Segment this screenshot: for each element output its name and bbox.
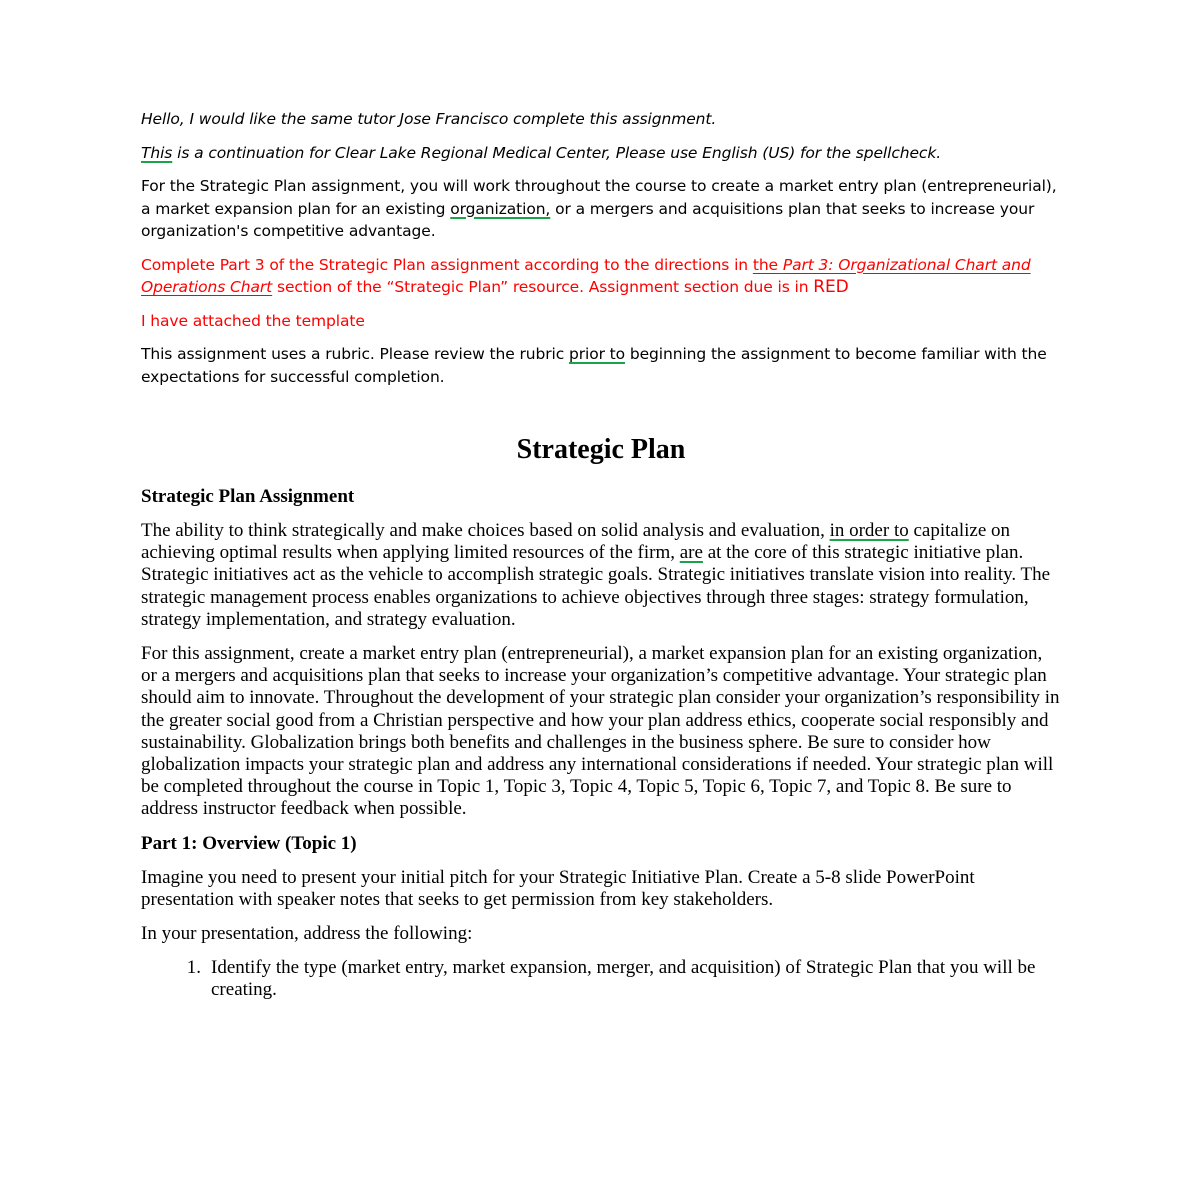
request-line-1: Hello, I would like the same tutor Jose Francisco complete this assignment. xyxy=(141,110,717,128)
document-title: Strategic Plan xyxy=(516,434,686,465)
spellcheck-underline-organization: organization, xyxy=(450,199,551,218)
template-note: I have attached the template xyxy=(141,311,365,330)
spellcheck-underline-this: This xyxy=(141,143,173,162)
red-emphasis: RED xyxy=(813,277,849,297)
spellcheck-underline-are: are xyxy=(679,542,703,564)
request-line-2: This is a continuation for Clear Lake Regional Medical Center, Please use English (US) for the spellcheck. xyxy=(141,143,942,162)
document-page xyxy=(141,108,1061,1002)
intro-paragraph: For the Strategic Plan assignment, you will work throughout the course to create a market entry plan (entrepreneurial), a market expansion plan for an existing organization, or a mergers and acquisitions plan that seeks to increase your organization's competitive advantage. xyxy=(141,177,1057,240)
list-item-text: Identify the type (market entry, market expansion, merger, and acquisition) of Strategic Plan that you will be creating. xyxy=(211,957,1036,1001)
list-item-number: 1. xyxy=(186,957,201,979)
list-item xyxy=(141,957,1061,1001)
body-paragraph-1: The ability to think strategically and make choices based on solid analysis and evaluation, in order to capitalize on achieving optimal results when applying limited resources of the firm, are at the core of this strategic initiative plan. Strategic initiatives act as the vehicle to accomplish strategic goals. Strategic initiatives translate vision into reality. The strategic management process enables organizations to achieve objectives through three stages: strategy formulation, strategy implementation, and strategy evaluation. xyxy=(141,520,1051,630)
address-intro: In your presentation, address the following: xyxy=(141,923,473,945)
spellcheck-underline-prior-to: prior to xyxy=(568,345,626,363)
part1-paragraph: Imagine you need to present your initial pitch for your Strategic Initiative Plan. Create a 5-8 slide PowerPoint presentation with speaker notes that seeks to get permission from key stakeholders. xyxy=(141,866,975,910)
spellcheck-underline-in-order-to: in order to xyxy=(829,520,909,541)
directions-paragraph: Complete Part 3 of the Strategic Plan assignment according to the directions in the Part 3: Organizational Chart and Operations Chart section of the “Strategic Plan” resource. Assignment section due is in RED xyxy=(141,255,1031,297)
section-heading: Strategic Plan Assignment xyxy=(141,486,355,507)
requirements-list xyxy=(141,957,1061,1001)
body-paragraph-2: For this assignment, create a market entry plan (entrepreneurial), a market expansion plan for an existing organization, or a mergers and acquisitions plan that seeks to increase your organization’s competitive advantage. Your strategic plan should aim to innovate. Throughout the development of your strategic plan consider your organization’s responsibility in the greater social good from a Christian perspective and how your plan address ethics, cooperate social responsibly and sustainability. Globalization brings both benefits and challenges in the business sphere. Be sure to consider how globalization impacts your strategic plan and address any international considerations if needed. Your strategic plan will be completed throughout the course in Topic 1, Topic 3, Topic 4, Topic 5, Topic 6, Topic 7, and Topic 8. Be sure to address instructor feedback when possible. xyxy=(141,643,1060,820)
rubric-paragraph: This assignment uses a rubric. Please review the rubric prior to beginning the assignment to become familiar with the expectations for successful completion. xyxy=(141,345,1047,386)
directions-link[interactable]: the Part 3: Organizational Chart and Operations Chart xyxy=(141,255,1031,296)
part1-heading: Part 1: Overview (Topic 1) xyxy=(141,832,357,854)
